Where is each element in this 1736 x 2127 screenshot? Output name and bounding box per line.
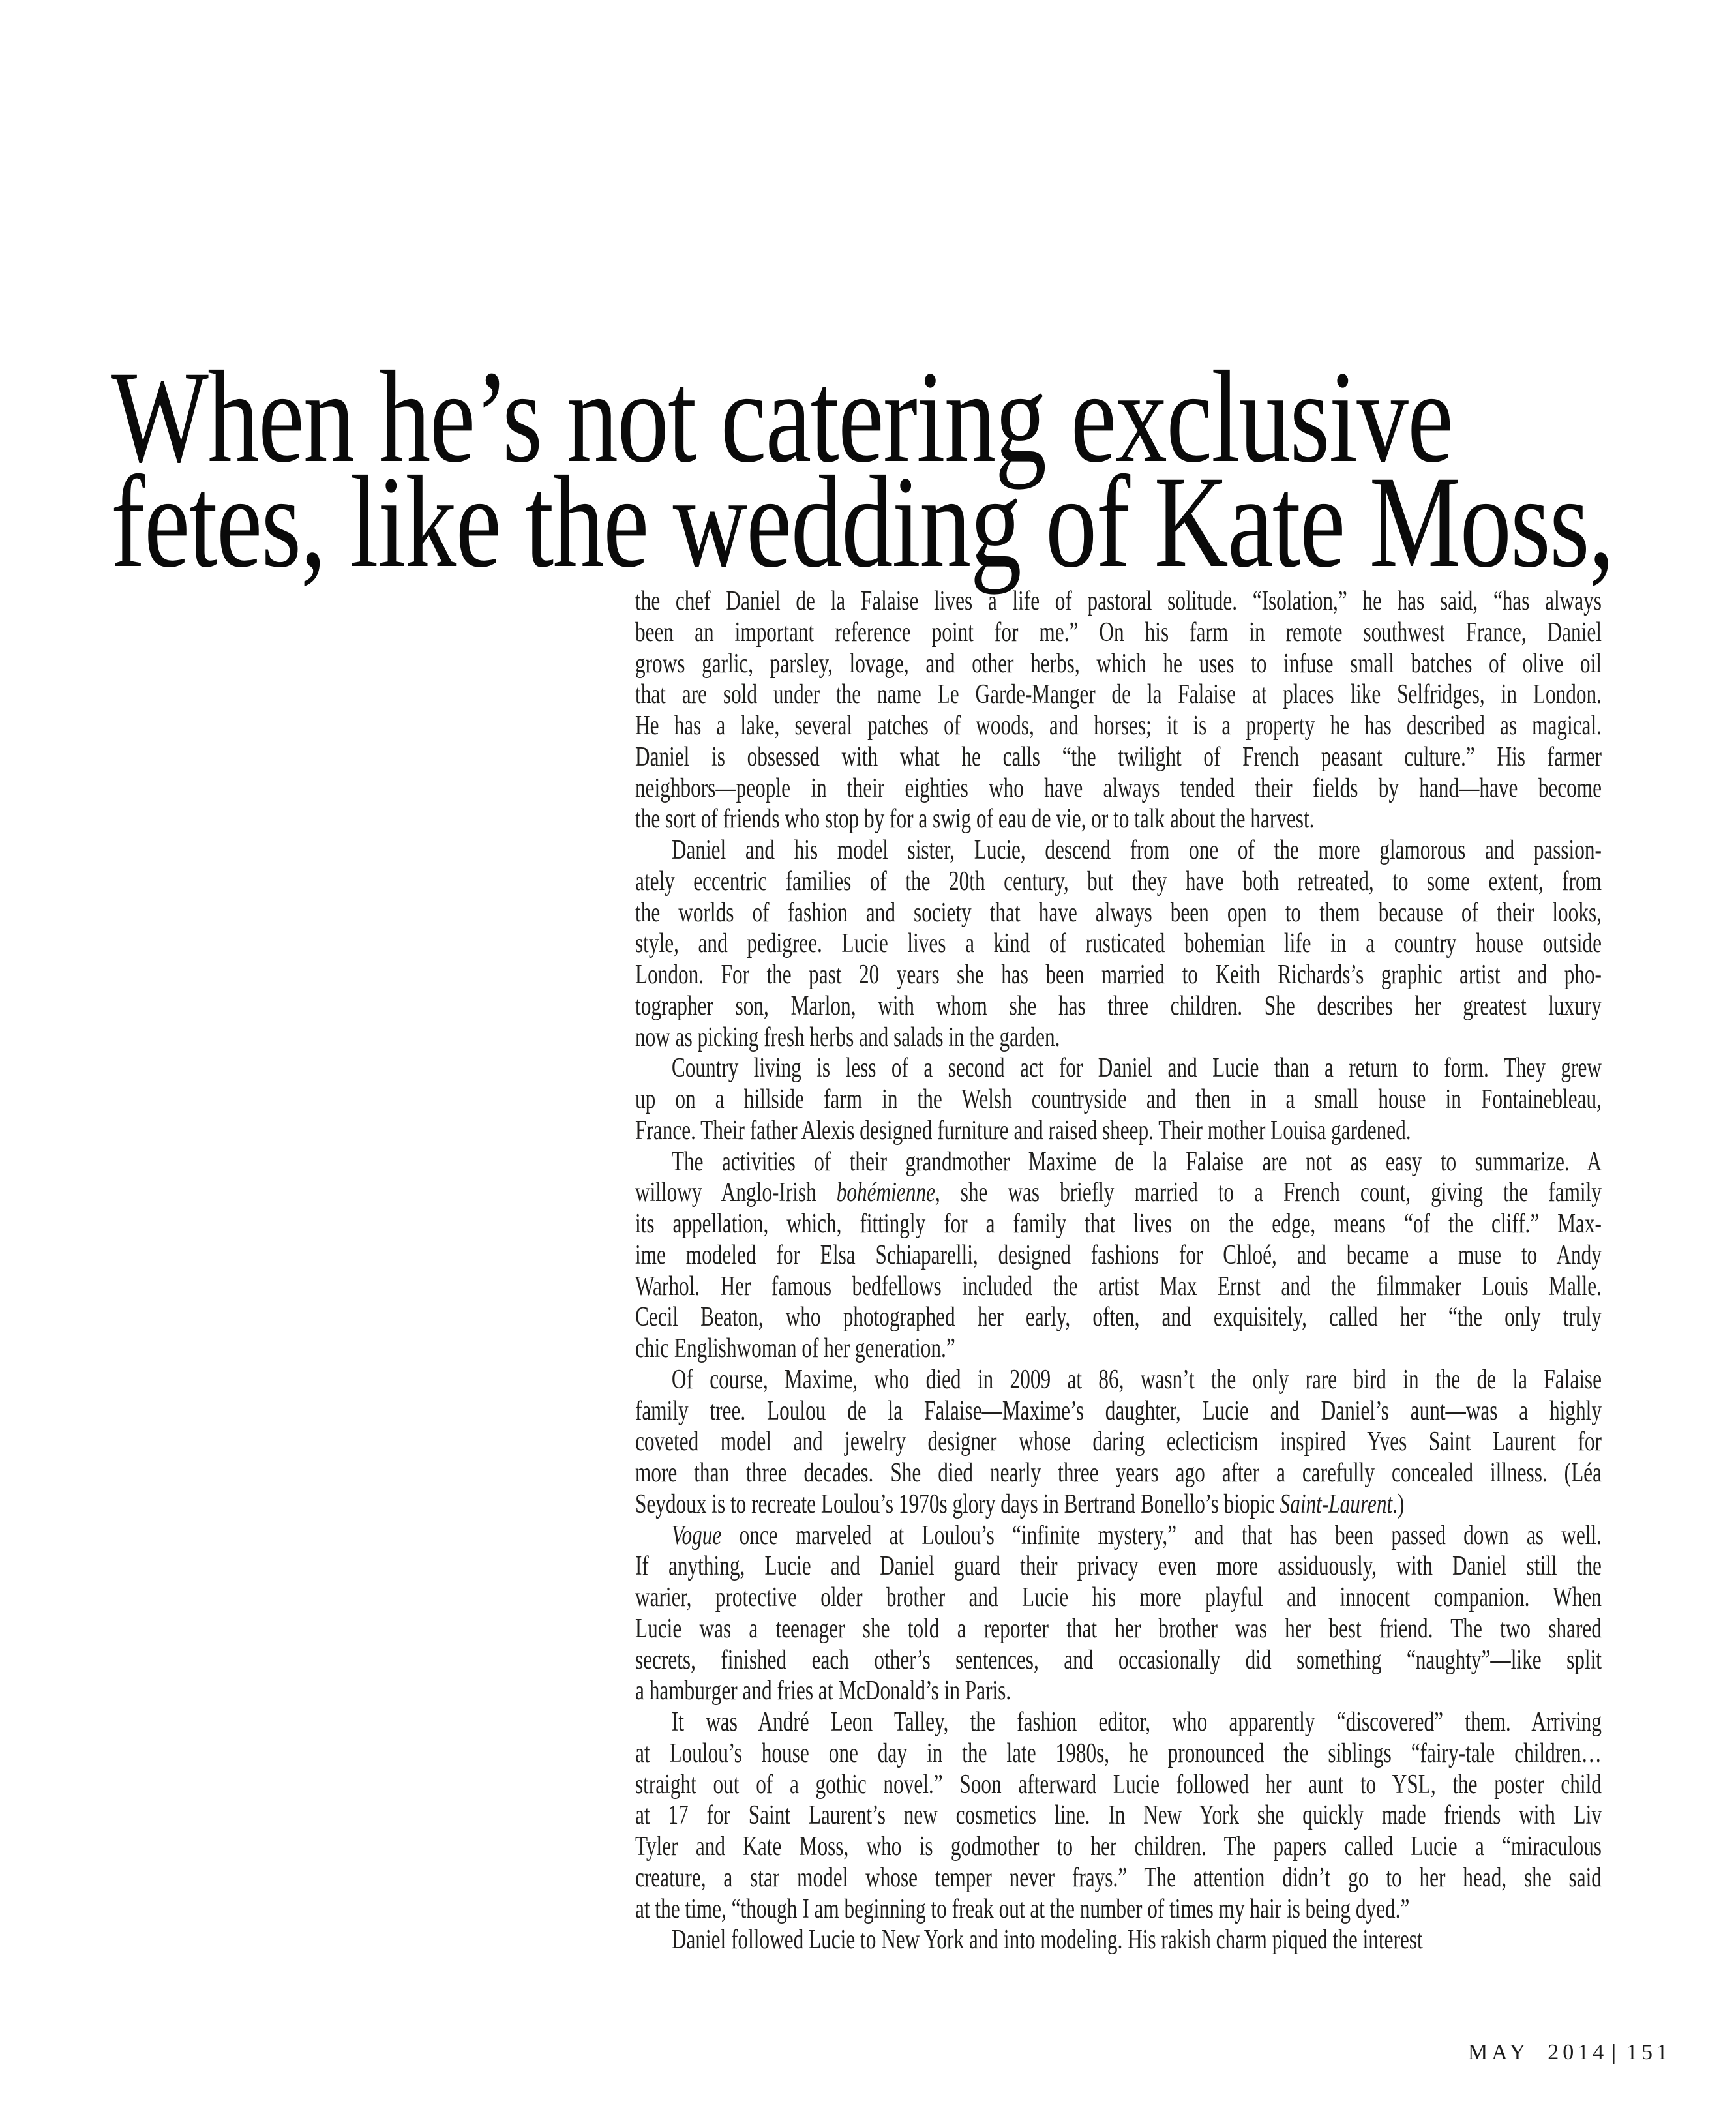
body-line xyxy=(635,1084,1602,1116)
body-text: warier, protective older brother and Lucie his more playful and innocent companion. When xyxy=(635,1583,1602,1613)
body-line xyxy=(635,1614,1602,1645)
body-text: secrets, finished each other’s sentences, and occasionally did something “naughty”—like split xyxy=(635,1644,1602,1675)
body-text: tographer son, Marlon, with whom she has three children. She describes her greatest luxury xyxy=(635,990,1602,1021)
body-line xyxy=(635,1863,1602,1894)
body-line xyxy=(635,1707,1602,1738)
body-text: a hamburger and fries at McDonald’s in Paris. xyxy=(635,1676,1011,1706)
body-text: Cecil Beaton, who photographed her early, often, and exquisitely, called her “the only truly xyxy=(635,1302,1602,1333)
body-line xyxy=(635,1022,1602,1054)
body-line xyxy=(635,929,1602,960)
body-text: London. For the past 20 years she has been married to Keith Richards’s graphic artist and pho- xyxy=(635,960,1602,990)
body-text: ime modeled for Elsa Schiaparelli, designed fashions for Chloé, and became a muse to Andy xyxy=(635,1240,1602,1270)
body-line xyxy=(635,679,1602,711)
body-line xyxy=(635,1645,1602,1676)
body-text: ately eccentric families of the 20th century, but they have both retreated, to some extent, from xyxy=(635,866,1602,897)
body-line xyxy=(635,1770,1602,1801)
body-text: family tree. Loulou de la Falaise—Maxime’s daughter, Lucie and Daniel’s aunt—was a highly xyxy=(635,1395,1602,1426)
body-line xyxy=(635,1738,1602,1770)
body-text: France. Their father Alexis designed furniture and raised sheep. Their mother Louisa gardened. xyxy=(635,1115,1411,1146)
body-text: .) xyxy=(1392,1489,1405,1519)
body-text: she was briefly married to a French count, giving the family xyxy=(940,1178,1602,1208)
footer-page-number: 151 xyxy=(1626,2040,1671,2064)
body-text-italic: Saint-Laurent xyxy=(1280,1489,1393,1519)
body-text: that are sold under the name Le Garde-Manger de la Falaise at places like Selfridges, in London. xyxy=(635,679,1602,710)
body-text: Lucie was a teenager she told a reporter that her brother was her best friend. The two shared xyxy=(635,1613,1602,1644)
article-body xyxy=(635,586,1602,1956)
body-line xyxy=(635,1178,1602,1209)
body-text: its appellation, which, fittingly for a family that lives on the edge, means “of the cliff.” Max- xyxy=(635,1209,1602,1239)
body-line xyxy=(635,898,1602,929)
body-text: neighbors—people in their eighties who have always tended their fields by hand—have become xyxy=(635,773,1602,803)
body-text: once marveled at Loulou’s “infinite mystery,” and that has been passed down as well. xyxy=(721,1520,1602,1551)
body-line xyxy=(635,1800,1602,1832)
body-text: at the time, “though I am beginning to freak out at the number of times my hair is being dyed.” xyxy=(635,1894,1410,1924)
body-line xyxy=(635,1302,1602,1333)
body-text: been an important reference point for me.” On his farm in remote southwest France, Daniel xyxy=(635,617,1602,647)
body-text: grows garlic, parsley, lovage, and other herbs, which he uses to infuse small batches of olive oil xyxy=(635,648,1602,679)
body-text: It was André Leon Talley, the fashion editor, who apparently “discovered” them. Arriving xyxy=(671,1707,1602,1737)
body-text: creature, a star model whose temper never frays.” The attention didn’t go to her head, she said xyxy=(635,1862,1602,1893)
body-line xyxy=(635,1489,1602,1521)
body-line xyxy=(635,586,1602,617)
body-text: Warhol. Her famous bedfellows included the artist Max Ernst and the filmmaker Louis Malle. xyxy=(635,1271,1602,1301)
body-line xyxy=(635,1832,1602,1863)
body-line xyxy=(635,867,1602,898)
headline-line-2: fetes, like the wedding of Kate Moss, xyxy=(111,449,1614,595)
body-line xyxy=(635,960,1602,991)
body-line xyxy=(635,1147,1602,1178)
footer-issue-month: MAY xyxy=(1467,2040,1530,2064)
footer-divider: | xyxy=(1611,2040,1620,2064)
body-line xyxy=(635,804,1602,835)
body-text: Daniel followed Lucie to New York and into modeling. His rakish charm piqued the interest xyxy=(671,1925,1423,1956)
footer-issue-year: 2014 xyxy=(1548,2040,1608,2064)
body-line xyxy=(635,711,1602,742)
body-line xyxy=(635,1053,1602,1084)
body-line xyxy=(635,1925,1602,1956)
body-text: If anything, Lucie and Daniel guard their privacy even more assiduously, with Daniel still the xyxy=(635,1551,1602,1582)
body-line xyxy=(635,991,1602,1022)
body-line xyxy=(635,1333,1602,1365)
body-text: the worlds of fashion and society that have always been open to them because of their looks, xyxy=(635,897,1602,928)
headline-line-1: When he’s not catering exclusive xyxy=(111,344,1453,490)
body-line xyxy=(635,1396,1602,1427)
body-text: Daniel is obsessed with what he calls “the twilight of French peasant culture.” His farmer xyxy=(635,741,1602,772)
body-line xyxy=(635,1551,1602,1583)
body-text: willowy Anglo-Irish xyxy=(635,1178,837,1208)
body-text: at Loulou’s house one day in the late 1980s, he pronounced the siblings “fairy-tale children… xyxy=(635,1738,1602,1768)
body-text: up on a hillside farm in the Welsh countryside and then in a small house in Fontainebleau, xyxy=(635,1084,1602,1114)
page-footer xyxy=(1468,2040,1671,2066)
body-text: style, and pedigree. Lucie lives a kind of rusticated bohemian life in a country house outside xyxy=(635,929,1602,959)
body-line xyxy=(635,649,1602,680)
body-line xyxy=(635,1209,1602,1240)
body-line xyxy=(635,1272,1602,1303)
body-line xyxy=(635,1583,1602,1614)
body-line xyxy=(635,835,1602,867)
body-text-italic: Vogue xyxy=(671,1520,722,1551)
body-line xyxy=(635,1427,1602,1458)
body-text: the sort of friends who stop by for a swig of eau de vie, or to talk about the harvest. xyxy=(635,804,1315,835)
body-text: straight out of a gothic novel.” Soon afterward Lucie followed her aunt to YSL, the poster child xyxy=(635,1769,1602,1800)
body-text-italic: bohémienne, xyxy=(836,1178,940,1208)
body-line xyxy=(635,1116,1602,1147)
body-line xyxy=(635,742,1602,773)
body-text: chic Englishwoman of her generation.” xyxy=(635,1333,955,1363)
body-text: the chef Daniel de la Falaise lives a life of pastoral solitude. “Isolation,” he has said, “has always xyxy=(635,586,1602,616)
body-text: at 17 for Saint Laurent’s new cosmetics line. In New York she quickly made friends with Liv xyxy=(635,1800,1602,1831)
body-text: He has a lake, several patches of woods, and horses; it is a property he has described as magical. xyxy=(635,711,1602,741)
body-text: now as picking fresh herbs and salads in the garden. xyxy=(635,1022,1060,1052)
body-line xyxy=(635,1240,1602,1272)
body-line xyxy=(635,773,1602,805)
body-line xyxy=(635,617,1602,649)
body-text: coveted model and jewelry designer whose daring eclecticism inspired Yves Saint Laurent for xyxy=(635,1427,1602,1457)
body-text: Country living is less of a second act for Daniel and Lucie than a return to form. They grew xyxy=(671,1053,1602,1084)
body-text: more than three decades. She died nearly three years ago after a carefully concealed illness. (Léa xyxy=(635,1458,1602,1488)
body-line xyxy=(635,1894,1602,1926)
body-text: Of course, Maxime, who died in 2009 at 86, wasn’t the only rare bird in the de la Falaise xyxy=(671,1364,1602,1395)
body-line xyxy=(635,1365,1602,1396)
body-line xyxy=(635,1676,1602,1707)
body-text: The activities of their grandmother Maxime de la Falaise are not as easy to summarize. A xyxy=(671,1146,1602,1177)
body-line xyxy=(635,1458,1602,1489)
body-text: Daniel and his model sister, Lucie, descend from one of the more glamorous and passion- xyxy=(671,835,1602,865)
body-text: Seydoux is to recreate Loulou’s 1970s glory days in Bertrand Bonello’s biopic xyxy=(635,1489,1280,1519)
body-line xyxy=(635,1521,1602,1552)
body-text: Tyler and Kate Moss, who is godmother to her children. The papers called Lucie a “miraculous xyxy=(635,1832,1602,1862)
